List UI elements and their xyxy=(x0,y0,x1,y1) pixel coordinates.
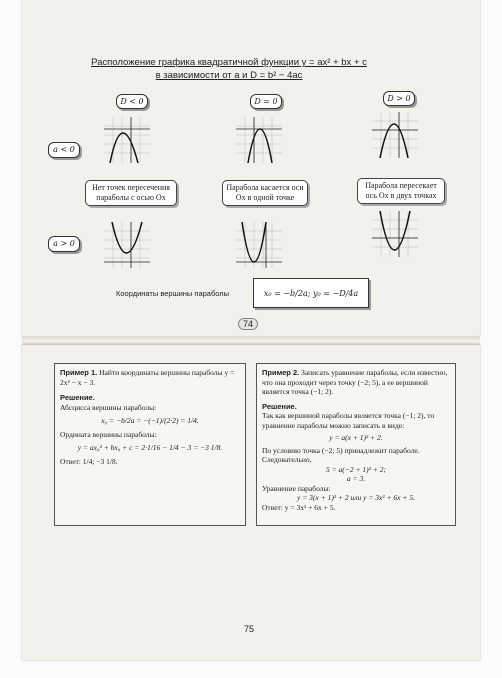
note-two-intersections: Парабола пересекает ось Ox в двух точках xyxy=(357,178,445,204)
parabola-graph-pos-a-zero-d xyxy=(236,222,282,268)
page-number-74: 74 xyxy=(238,318,258,330)
vertex-coordinates-label: Координаты вершины параболы xyxy=(116,289,230,298)
a-label-positive: a > 0 xyxy=(48,236,80,252)
note-touch-one-point: Парабола касается оси Ox в одной точке xyxy=(222,180,308,206)
example-2-box: Пример 2. Записать уравнение параболы, если известно, что она проходит через точку (−2; 5), а ее вершиной является точка (−1; 2). Решение. Так как вершиной параболы является точка (−1; 2), то уравнение параболы можно записать в виде: y = a(x + 1)² + 2. По условию точка (−2; 5) принадлежит параболе. Следовательно, 5 = a(−2 + 1)² + 2; a = 3. Уравнение параболы: y = 3(x + 1)² + 2 или y = 3x² + 6x + 5. Ответ: y = 3x² + 6x + 5. xyxy=(256,363,456,526)
parabola-graph-neg-a-pos-d xyxy=(372,112,418,158)
d-label-positive: D > 0 xyxy=(383,91,415,106)
parabola-graph-neg-a-neg-d xyxy=(104,117,150,163)
vertex-formula: x₀ = −b/2a; y₀ = −D/4a xyxy=(253,278,369,308)
parabola-graph-pos-a-neg-d xyxy=(104,222,150,268)
example-1-box: Пример 1. Найти координаты вершины параболы y = 2x² − x − 3. Решение. Абсцисса вершины параболы: x₀ = −b/2a = −(−1)/(2·2) = 1/4. Ордината вершины параболы: y = ax₀² + bx₀ + c = 2·1/16 − 1/4 − 3 = −3 1/8. Ответ: 1/4; −3 1/8. xyxy=(54,363,246,526)
parabola-graph-neg-a-zero-d xyxy=(236,117,282,163)
book-spine xyxy=(22,336,480,345)
d-label-negative: D < 0 xyxy=(116,94,148,109)
a-label-negative: a < 0 xyxy=(48,142,80,158)
page-74 xyxy=(22,0,480,338)
d-label-zero: D = 0 xyxy=(250,94,282,109)
note-no-intersection: Нет точек пересечения параболы с осью Ox xyxy=(85,180,177,206)
page-number-75: 75 xyxy=(244,624,255,634)
parabola-graph-pos-a-pos-d xyxy=(372,211,418,257)
page-title: Расположение графика квадратичной функции y = ax² + bx + c в зависимости от a и D = b² − 4ac xyxy=(91,57,367,81)
